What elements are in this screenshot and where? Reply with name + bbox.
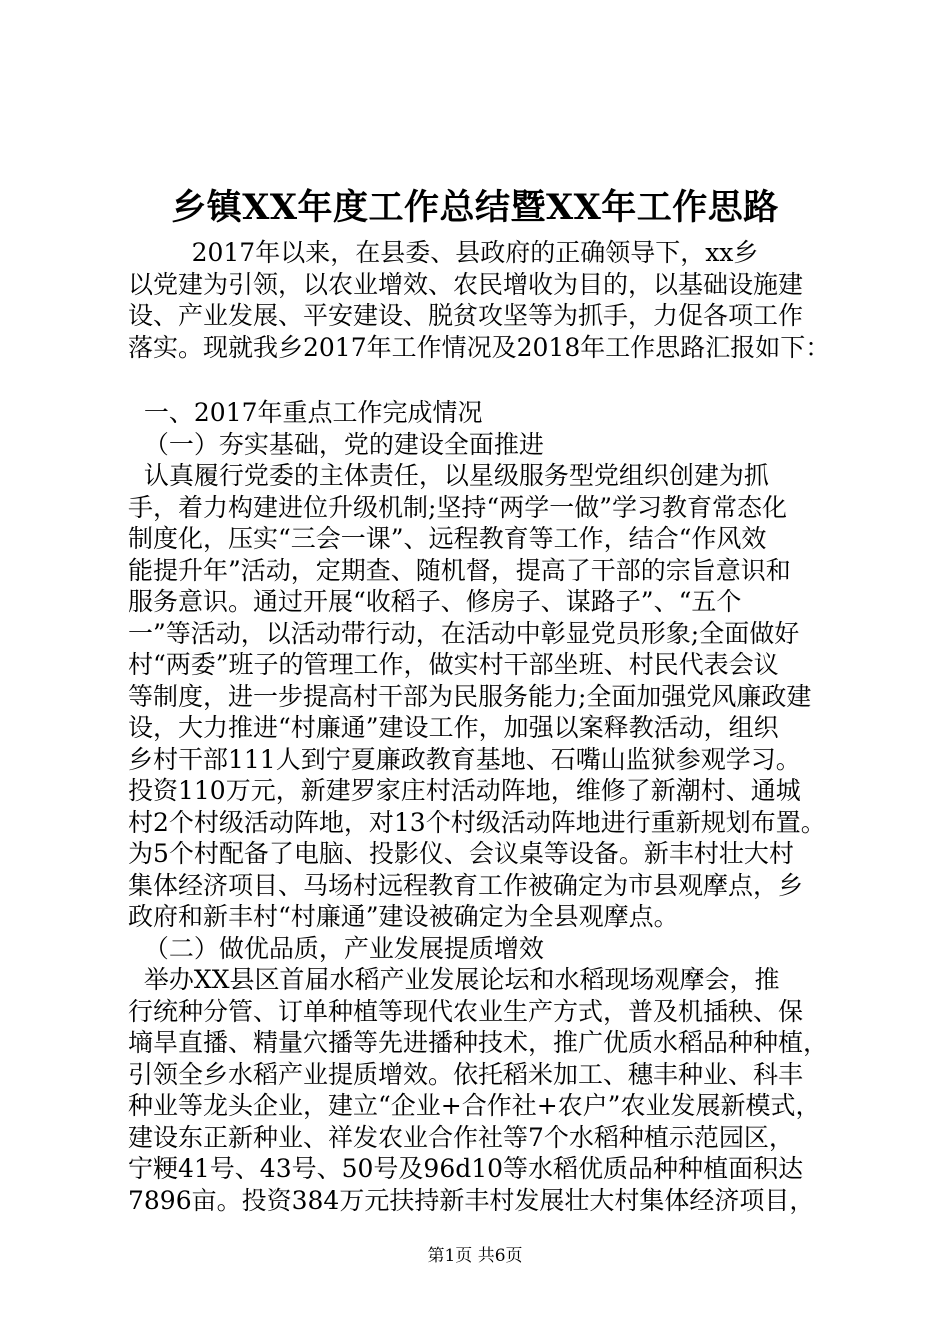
subsection-heading: （二）做优品质，产业发展提质增效 [128,933,544,963]
paragraph-line: 举办XX县区首届水稻产业发展论坛和水稻现场观摩会，推 [128,965,780,994]
section-heading: 一、2017年重点工作完成情况 [128,398,483,427]
paragraph-line: 以党建为引领，以农业增效、农民增收为目的，以基础设施建 [128,269,804,299]
paragraph-line: 村“两委”班子的管理工作，做实村干部坐班、村民代表会议 [128,650,779,679]
paragraph-line: 墒旱直播、精量穴播等先进播种技术，推广优质水稻品种种植， [128,1028,829,1057]
paragraph-line: 种业等龙头企业，建立“企业+合作社+农户”农业发展新模式， [128,1091,821,1120]
paragraph-line: 7896亩。投资384万元扶持新丰村发展壮大村集体经济项目， [128,1185,815,1215]
paragraph-line: 集体经济项目、马场村远程教育工作被确定为市县观摩点，乡 [128,870,804,900]
paragraph-line: 一”等活动，以活动带行动，在活动中彰显党员形象;全面做好 [128,618,800,648]
paragraph-line: 乡村干部111人到宁夏廉政教育基地、石嘴山监狱参观学习。 [128,744,801,774]
paragraph-line: 建设东正新种业、祥发农业合作社等7个水稻种植示范园区， [128,1122,794,1152]
subsection-heading: （一）夯实基础，党的建设全面推进 [128,429,544,459]
paragraph-line: 制度化，压实“三会一课”、远程教育等工作，结合“作风效 [128,524,767,553]
paragraph-gap [128,363,828,397]
document-body [128,237,831,1216]
paragraph-line: 投资110万元，新建罗家庄村活动阵地，维修了新潮村、通城 [128,776,801,805]
paragraph-line: 宁粳41号、43号、50号及96d10等水稻优质品种种植面积达 [128,1154,804,1183]
paragraph-line: 认真履行党委的主体责任，以星级服务型党组织创建为抓 [128,461,769,490]
paragraph-line: 村2个村级活动阵地，对13个村级活动阵地进行重新规划布置。 [128,807,826,837]
paragraph-line: 为5个村配备了电脑、投影仪、会议桌等设备。新丰村壮大村 [128,839,794,868]
paragraph-line: 政府和新丰村“村廉通”建设被确定为全县观摩点。 [128,902,679,931]
paragraph-line: 设，大力推进“村廉通”建设工作，加强以案释教活动，组织 [128,713,779,742]
paragraph-line: 设、产业发展、平安建设、脱贫攻坚等为抓手，力促各项工作 [128,301,804,330]
paragraph-line: 手，着力构建进位升级机制;坚持“两学一做”学习教育常态化 [128,492,787,522]
paragraph-line: 落实。现就我乡2017年工作情况及2018年工作思路汇报如下： [128,332,831,362]
paragraph-line: 能提升年”活动，定期查、随机督，提高了干部的宗旨意识和 [128,555,791,585]
document-title: 乡镇XX年度工作总结暨XX年工作思路 [171,187,779,228]
paragraph-line: 行统种分管、订单种植等现代农业生产方式，普及机插秧、保 [128,996,804,1026]
paragraph-line: 引领全乡水稻产业提质增效。依托稻米加工、穗丰种业、科丰 [128,1059,804,1089]
paragraph-line: 服务意识。通过开展“收稻子、修房子、谋路子”、“五个 [128,587,742,616]
paragraph-line: 2017年以来，在县委、县政府的正确领导下，xx乡 [128,238,759,267]
paragraph-line: 等制度，进一步提高村干部为民服务能力;全面加强党风廉政建 [128,681,812,711]
page-footer: 第1页 共6页 [427,1246,523,1266]
